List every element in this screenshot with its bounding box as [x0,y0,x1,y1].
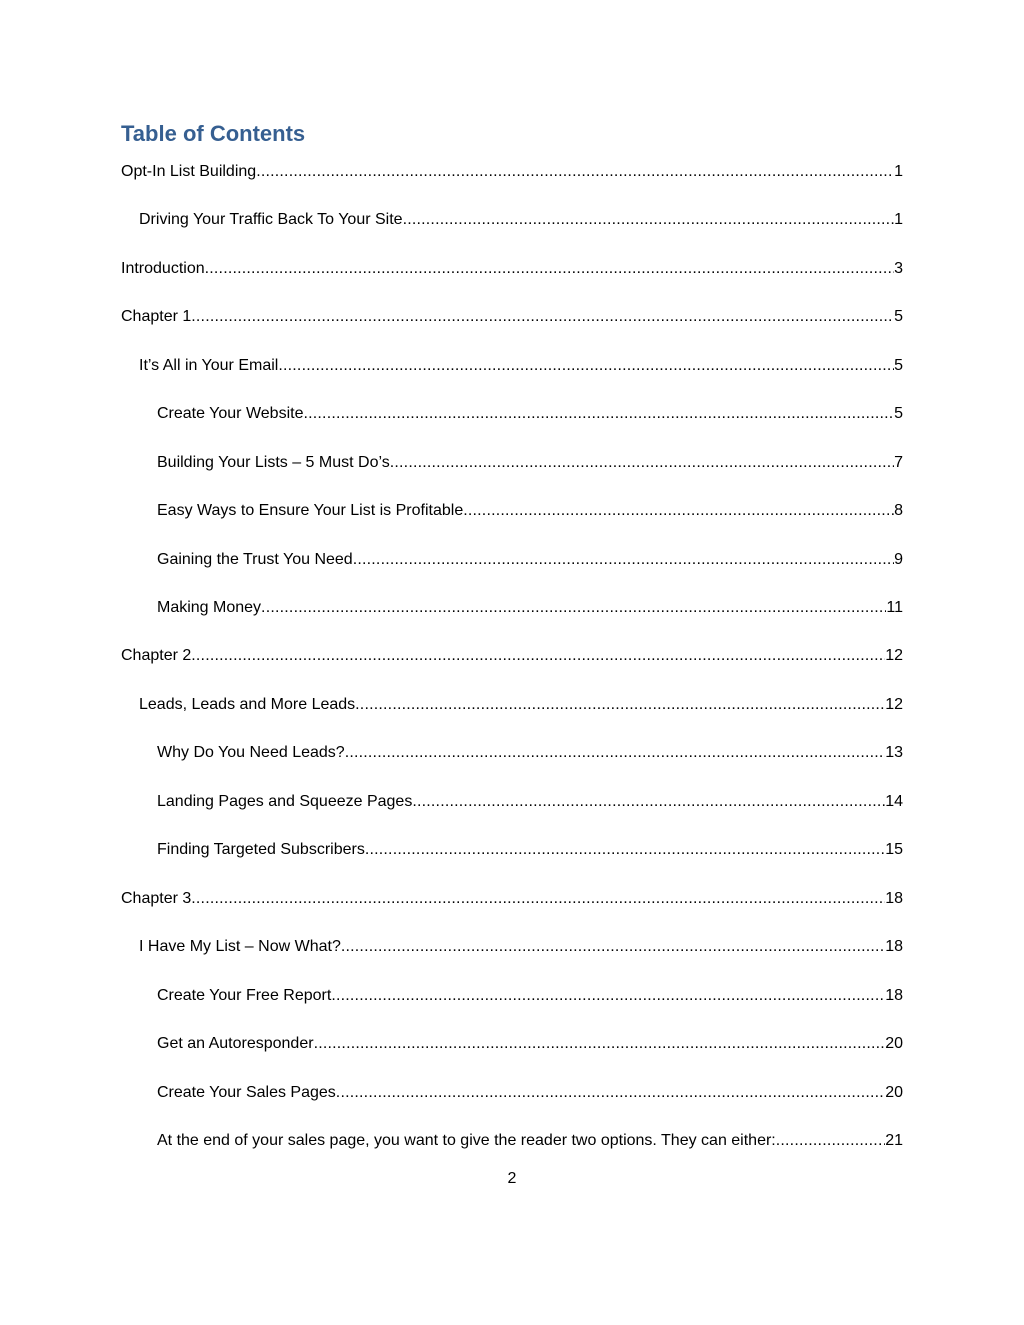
toc-entry[interactable] [121,160,903,184]
toc-entry-page: 5 [894,308,903,325]
toc-leader-dots [463,499,894,523]
toc-entry[interactable] [157,499,903,523]
toc-entry-label: Why Do You Need Leads? [157,744,345,761]
toc-entry[interactable] [121,887,903,911]
toc-entry[interactable] [157,548,903,572]
toc-leader-dots [205,257,894,281]
toc-entry-page: 20 [885,1035,903,1052]
toc-entry[interactable] [157,790,903,814]
toc-leader-dots [341,935,885,959]
toc-entry[interactable] [157,402,903,426]
toc-leader-dots [331,984,885,1008]
toc-entry[interactable] [139,208,903,232]
toc-entry[interactable] [121,644,903,668]
toc-entry-label: Driving Your Traffic Back To Your Site [139,211,403,228]
toc-entry[interactable] [157,451,903,475]
toc-entry-label: Finding Targeted Subscribers [157,841,365,858]
toc-entry-label: It’s All in Your Email [139,357,279,374]
toc-leader-dots [191,305,894,329]
toc-entry-page: 21 [885,1132,903,1149]
toc-entry[interactable] [157,838,903,862]
toc-entry[interactable] [157,596,903,620]
toc-entry-label: Making Money [157,599,262,616]
toc-entry[interactable] [157,1129,903,1153]
toc-entry-page: 5 [894,405,903,422]
toc-leader-dots [345,741,886,765]
toc-entry[interactable] [157,741,903,765]
toc-entry-page: 9 [894,551,903,568]
toc-entry-label: I Have My List – Now What? [139,938,341,955]
toc-entry-label: Create Your Free Report [157,987,332,1004]
toc-entry-page: 3 [894,260,903,277]
toc-entry-label: Easy Ways to Ensure Your List is Profitable [157,502,464,519]
toc-leader-dots [314,1032,886,1056]
toc-entry-label: Landing Pages and Squeeze Pages [157,793,413,810]
toc-leader-dots [365,838,885,862]
toc-entry-page: 1 [894,163,903,180]
toc-entry-page: 13 [885,744,903,761]
toc-leader-dots [261,596,886,620]
toc-entry[interactable] [157,984,903,1008]
toc-entry-label: Chapter 1 [121,308,192,325]
toc-leader-dots [303,402,894,426]
toc-entry[interactable] [139,693,903,717]
toc-leader-dots [336,1081,885,1105]
toc-entry-label: At the end of your sales page, you want to give the reader two options. They can either: [157,1132,776,1149]
toc-leader-dots [390,451,894,475]
page-number: 2 [507,1170,517,1187]
toc-entry[interactable] [139,935,903,959]
toc-entry-page: 12 [885,647,903,664]
toc-leader-dots [353,548,894,572]
toc-entry-page: 14 [885,793,903,810]
toc-entry-label: Chapter 3 [121,890,192,907]
toc-entry-page: 20 [885,1084,903,1101]
toc-entry-label: Chapter 2 [121,647,192,664]
toc-entry-page: 18 [885,890,903,907]
toc-entry-label: Create Your Sales Pages [157,1084,336,1101]
toc-leader-dots [278,354,894,378]
toc-entry-page: 18 [885,938,903,955]
toc-entry[interactable] [157,1081,903,1105]
toc-entry-page: 7 [894,454,903,471]
toc-entry[interactable] [157,1032,903,1056]
toc-entry-label: Get an Autoresponder [157,1035,314,1052]
toc-leader-dots [191,644,885,668]
toc-entry[interactable] [121,305,903,329]
toc-entry[interactable] [139,354,903,378]
toc-entry-label: Opt-In List Building [121,163,257,180]
toc-leader-dots [256,160,894,184]
toc-leader-dots [776,1129,885,1153]
toc-entry-label: Gaining the Trust You Need [157,551,353,568]
toc-entry-page: 1 [894,211,903,228]
toc-entry-label: Leads, Leads and More Leads [139,696,356,713]
toc-heading: Table of Contents [121,121,306,146]
toc-entry-page: 12 [885,696,903,713]
toc-entry-label: Introduction [121,260,205,277]
toc-leader-dots [191,887,885,911]
toc-entry-page: 8 [894,502,903,519]
toc-leader-dots [355,693,885,717]
toc-entry-page: 5 [894,357,903,374]
toc-entry-label: Create Your Website [157,405,304,422]
toc-entry-page: 11 [886,599,903,616]
toc-entry-page: 18 [885,987,903,1004]
toc-entry-page: 15 [885,841,903,858]
toc-entry-label: Building Your Lists – 5 Must Do’s [157,454,390,471]
toc-entry[interactable] [121,257,903,281]
toc-leader-dots [403,208,895,232]
toc-leader-dots [412,790,885,814]
